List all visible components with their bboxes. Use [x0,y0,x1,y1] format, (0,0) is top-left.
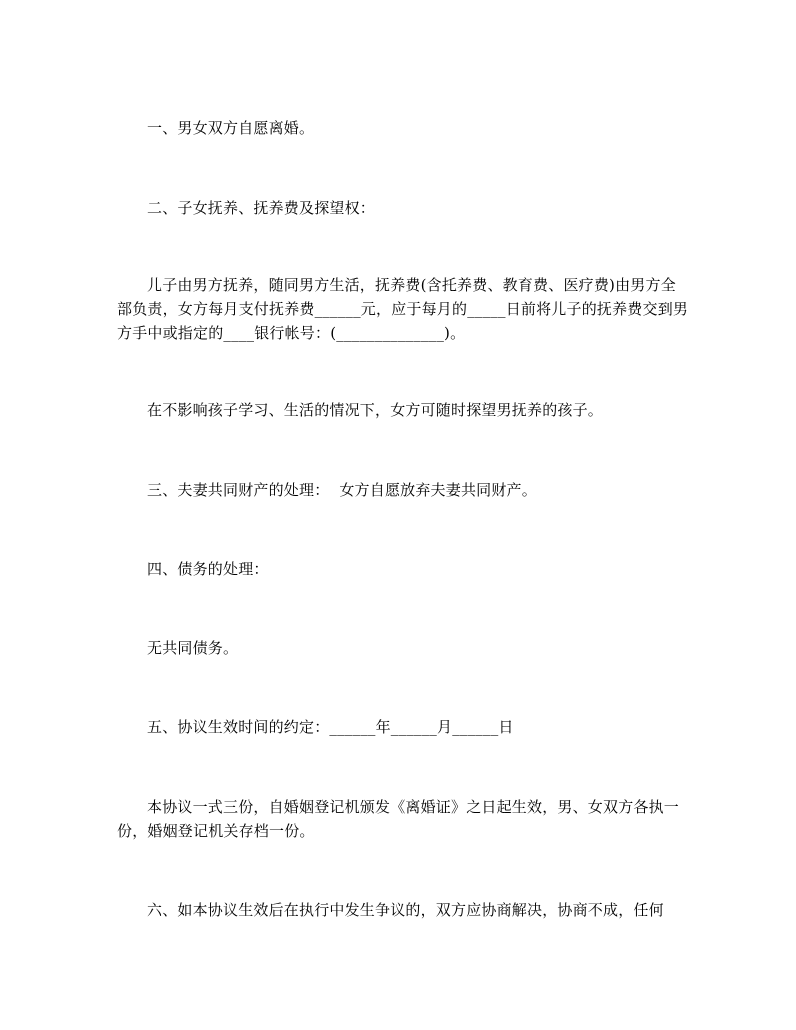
clause-5-copies-and-effect: 本协议一式三份，自婚姻登记机颁发《离婚证》之日起生效，男、女双方各执一份，婚姻登记机关存档一份。 [117,798,680,840]
clause-3-joint-property: 三、夫妻共同财产的处理： 女方自愿放弃夫妻共同财产。 [147,481,537,499]
clause-6-dispute-resolution: 六、如本协议生效后在执行中发生争议的，双方应协商解决，协商不成，任何 [147,901,664,919]
clause-5-effective-date: 五、协议生效时间的约定：______年______月______日 [147,718,514,736]
clause-4-heading-debts: 四、债务的处理： [147,560,269,578]
clause-1-divorce-agreement: 一、男女双方自愿离婚。 [147,119,315,137]
clause-4-no-joint-debts: 无共同债务。 [147,639,239,657]
clause-2-heading-child-custody: 二、子女抚养、抚养费及探望权： [147,199,376,217]
clause-2-child-support-terms: 儿子由男方抚养，随同男方生活，抚养费(含托养费、教育费、医疗费)由男方全部负责，女方每月支付抚养费______元，应于每月的_____日前将儿子的抚养费交到男方手中或指定的____银行帐号：(______________)。 [117,276,689,342]
clause-2-visitation-rights: 在不影响孩子学习、生活的情况下，女方可随时探望男抚养的孩子。 [147,401,604,419]
